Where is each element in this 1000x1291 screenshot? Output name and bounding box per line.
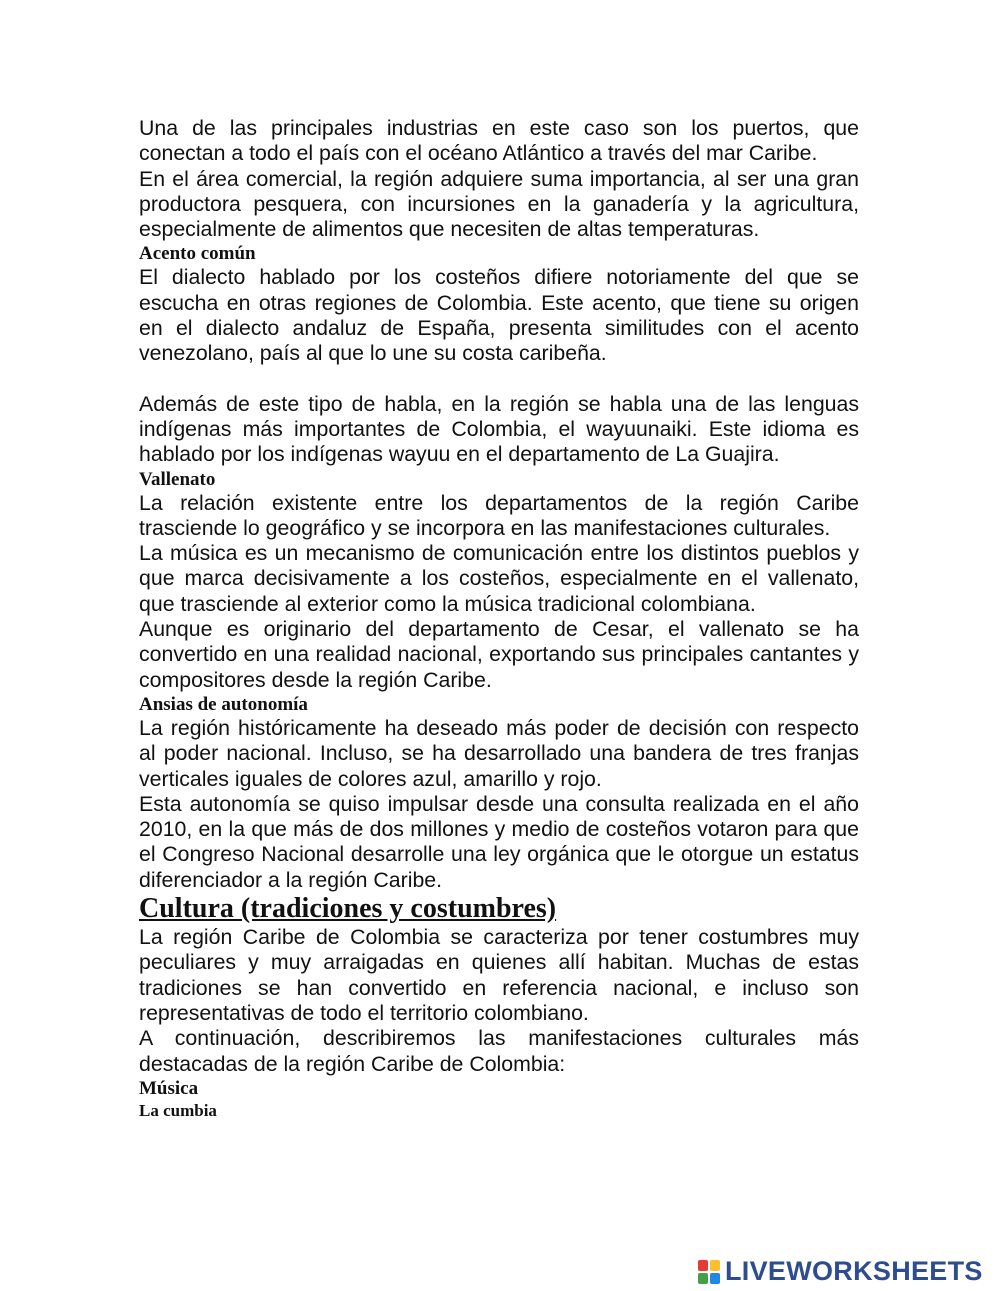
logo-square-yellow: [710, 1260, 720, 1271]
logo-square-red: [698, 1260, 708, 1271]
paragraph-consulta: Esta autonomía se quiso impulsar desde una consulta realizada en el año 2010, en la que más de dos millones y medio de costeños votaron para que el Congreso Nacional desarrolle una ley orgánica que le otorgue un estatus diferenciador a la región Caribe.: [139, 791, 859, 892]
paragraph-dialect: El dialecto hablado por los costeños difiere notoriamente del que se escucha en otras regiones de Colombia. Este acento, que tiene su origen en el dialecto andaluz de España, presenta similitudes con el acento venezolano, país al que lo une su costa caribeña.: [139, 265, 859, 366]
logo-square-green: [698, 1273, 708, 1284]
paragraph-continuation: A continuación, describiremos las manifestaciones culturales más destacadas de la región Caribe de Colombia:: [139, 1026, 859, 1076]
heading-ansias: Ansias de autonomía: [139, 693, 308, 715]
heading-vallenato: Vallenato: [139, 468, 216, 490]
logo-square-blue: [710, 1273, 720, 1284]
heading-acento: Acento común: [139, 243, 256, 265]
paragraph-wayuunaiki: Además de este tipo de habla, en la región se habla una de las lenguas indígenas más importantes de Colombia, el wayuunaiki. Este idioma es hablado por los indígenas wayuu en el departamento de La Guajira.: [139, 391, 859, 467]
paragraph-ports: Una de las principales industrias en este caso son los puertos, que conectan a todo el país con el océano Atlántico a través del mar Caribe.: [139, 116, 859, 166]
heading-musica: Música: [139, 1077, 199, 1099]
paragraph-cesar: Aunque es originario del departamento de Cesar, el vallenato se ha convertido en una realidad nacional, exportando sus principales cantantes y compositores desde la región Caribe.: [139, 617, 859, 692]
paragraph-relation: La relación existente entre los departamentos de la región Caribe trasciende lo geográfico y se incorpora en las manifestaciones culturales.: [139, 490, 859, 540]
paragraph-commerce: En el área comercial, la región adquiere suma importancia, al ser una gran productora pesquera, con incursiones en la ganadería y la agricultura, especialmente de alimentos que necesiten de altas temperaturas.: [139, 166, 859, 242]
paragraph-autonomy: La región históricamente ha deseado más poder de decisión con respecto al poder nacional. Incluso, se ha desarrollado una bandera de tres franjas verticales iguales de colores azul, amarillo y rojo.: [139, 715, 859, 791]
heading-cultura: Cultura (tradiciones y costumbres): [139, 893, 557, 925]
paragraph-music: La música es un mecanismo de comunicación entre los distintos pueblos y que marca decisivamente a los costeños, especialmente en el vallenato, que trasciende al exterior como la música tradicional colombiana.: [139, 541, 859, 616]
liveworksheets-brand: [698, 1256, 983, 1287]
paragraph-customs: La región Caribe de Colombia se caracteriza por tener costumbres muy peculiares y muy arraigadas en quienes allí habitan. Muchas de estas tradiciones se han convertido en referencia nacional, e incluso son representativas de todo el territorio colombiano.: [139, 925, 859, 1025]
paragraph-gap: [139, 367, 859, 392]
heading-cumbia: La cumbia: [139, 1100, 217, 1120]
document-page: [139, 116, 859, 1122]
liveworksheets-logo-icon: [698, 1260, 720, 1284]
liveworksheets-wordmark: LIVEWORKSHEETS: [725, 1256, 983, 1286]
